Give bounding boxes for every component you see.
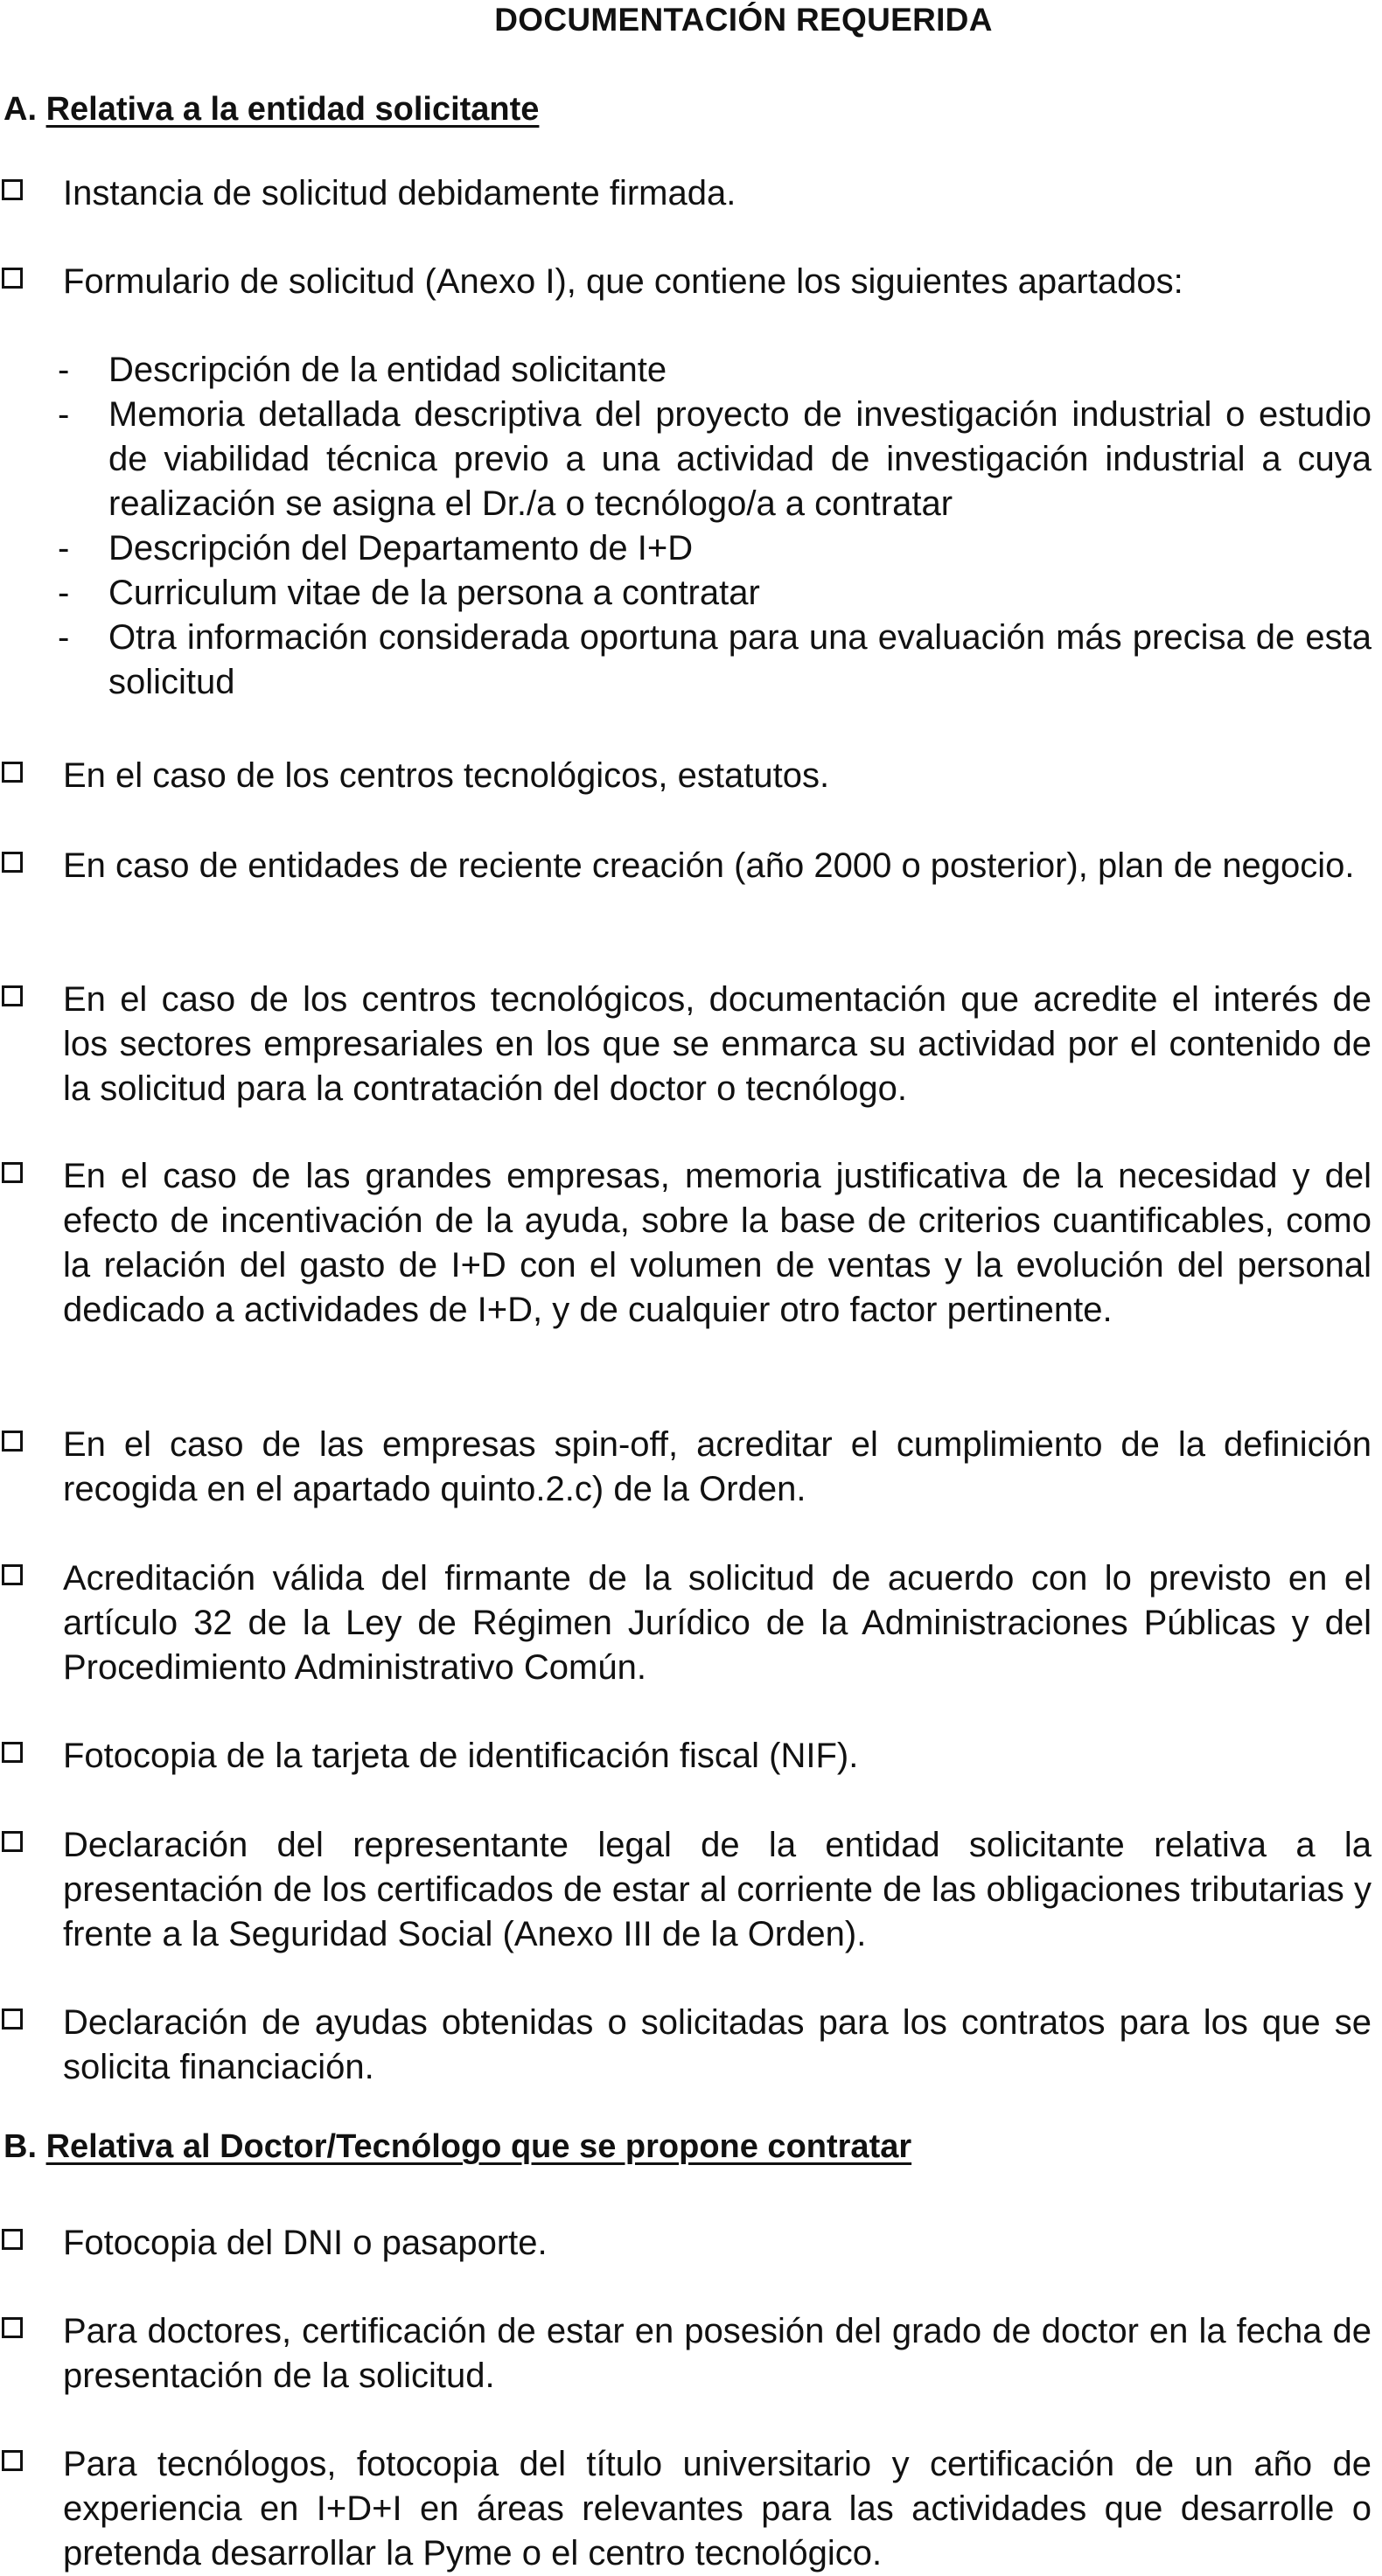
checklist-item-text: En el caso de las empresas spin-off, acreditar el cumplimiento de la definición recogida en el apartado quinto.2.c) de la Orden.	[63, 1425, 1372, 1508]
section-b-heading	[3, 2128, 911, 2166]
section-a-heading	[3, 91, 539, 129]
checkbox-icon	[2, 268, 23, 289]
sub-item	[58, 616, 1372, 705]
checkbox-icon	[2, 762, 23, 783]
dash-bullet: -	[58, 351, 70, 389]
dash-bullet: -	[58, 574, 70, 612]
checkbox-icon	[2, 179, 23, 200]
checkbox-icon	[2, 2009, 23, 2029]
section-b-title: Relativa al Doctor/Tecnólogo que se propone contratar	[45, 2128, 912, 2165]
checklist-item-text: En el caso de los centros tecnológicos, documentación que acredite el interés de los sectores empresariales en los que se enmarca su actividad por el contenido de la solicitud para la contratación del doctor o tecnólogo.	[63, 980, 1372, 1108]
dash-bullet: -	[58, 618, 70, 657]
checkbox-icon	[2, 985, 23, 1006]
dash-bullet: -	[58, 529, 70, 567]
checklist-item-text: Acreditación válida del firmante de la solicitud de acuerdo con lo previsto en el artículo 32 de la Ley de Régimen Jurídico de la Administraciones Públicas y del Procedimiento Administrativo Común.	[63, 1559, 1372, 1687]
sub-item-text: Memoria detallada descriptiva del proyecto de investigación industrial o estudio de viabilidad técnica previo a una actividad de investigación industrial a cuya realización se asigna el Dr./a o tecnólogo/a a contratar	[108, 395, 1372, 523]
sub-item-text: Curriculum vitae de la persona a contratar	[108, 574, 760, 612]
sub-item-text: Descripción del Departamento de I+D	[108, 529, 694, 567]
checklist-item-text: Declaración de ayudas obtenidas o solicitadas para los contratos para los que se solicita financiación.	[63, 2003, 1372, 2086]
section-a-title: Relativa a la entidad solicitante	[45, 91, 540, 128]
checkbox-icon	[2, 2317, 23, 2338]
sub-item	[58, 571, 1372, 616]
sub-item-text: Otra información considerada oportuna para una evaluación más precisa de esta solicitud	[108, 618, 1372, 701]
checklist-item-text: Declaración del representante legal de la entidad solicitante relativa a la presentación de los certificados de estar al corriente de las obligaciones tributarias y frente a la Seguridad Social (Anexo III de la Orden).	[63, 1826, 1372, 1953]
page-title: DOCUMENTACIÓN REQUERIDA	[494, 2, 993, 38]
dash-bullet: -	[58, 395, 70, 434]
checklist-item-text: En el caso de los centros tecnológicos, estatutos.	[63, 756, 830, 795]
checkbox-icon	[2, 1831, 23, 1852]
section-a-prefix: A.	[3, 91, 37, 128]
checkbox-icon	[2, 1431, 23, 1452]
checkbox-icon	[2, 1564, 23, 1585]
checklist-item-text: Para doctores, certificación de estar en posesión del grado de doctor en la fecha de presentación de la solicitud.	[63, 2312, 1372, 2395]
checklist-item-text: Para tecnólogos, fotocopia del título universitario y certificación de un año de experiencia en I+D+I en áreas relevantes para las actividades que desarrolle o pretenda desarrollar la Pyme o el centro tecnológico.	[63, 2445, 1372, 2573]
checkbox-icon	[2, 1162, 23, 1183]
checklist-item-text: Fotocopia del DNI o pasaporte.	[63, 2224, 548, 2262]
sub-item-text: Descripción de la entidad solicitante	[108, 351, 667, 389]
checklist-item-text: Fotocopia de la tarjeta de identificación fiscal (NIF).	[63, 1737, 859, 1775]
checkbox-icon	[2, 2229, 23, 2250]
annex-sections-list	[58, 348, 1372, 705]
checklist-item-text: En el caso de las grandes empresas, memoria justificativa de la necesidad y del efecto de incentivación de la ayuda, sobre la base de criterios cuantificables, como la relación del gasto de I+D con el volumen de ventas y la evolución del personal dedicado a actividades de I+D, y de cualquier otro factor pertinente.	[63, 1157, 1372, 1329]
checkbox-icon	[2, 1742, 23, 1763]
checkbox-icon	[2, 852, 23, 873]
sub-item	[58, 526, 1372, 571]
section-b-prefix: B.	[3, 2128, 37, 2165]
checkbox-icon	[2, 2450, 23, 2471]
checklist-item-text: Formulario de solicitud (Anexo I), que contiene los siguientes apartados:	[63, 262, 1183, 301]
checklist-item-text: Instancia de solicitud debidamente firmada.	[63, 174, 736, 212]
sub-item	[58, 393, 1372, 526]
sub-item	[58, 348, 1372, 393]
checklist-item-text: En caso de entidades de reciente creación (año 2000 o posterior), plan de negocio.	[63, 846, 1355, 885]
